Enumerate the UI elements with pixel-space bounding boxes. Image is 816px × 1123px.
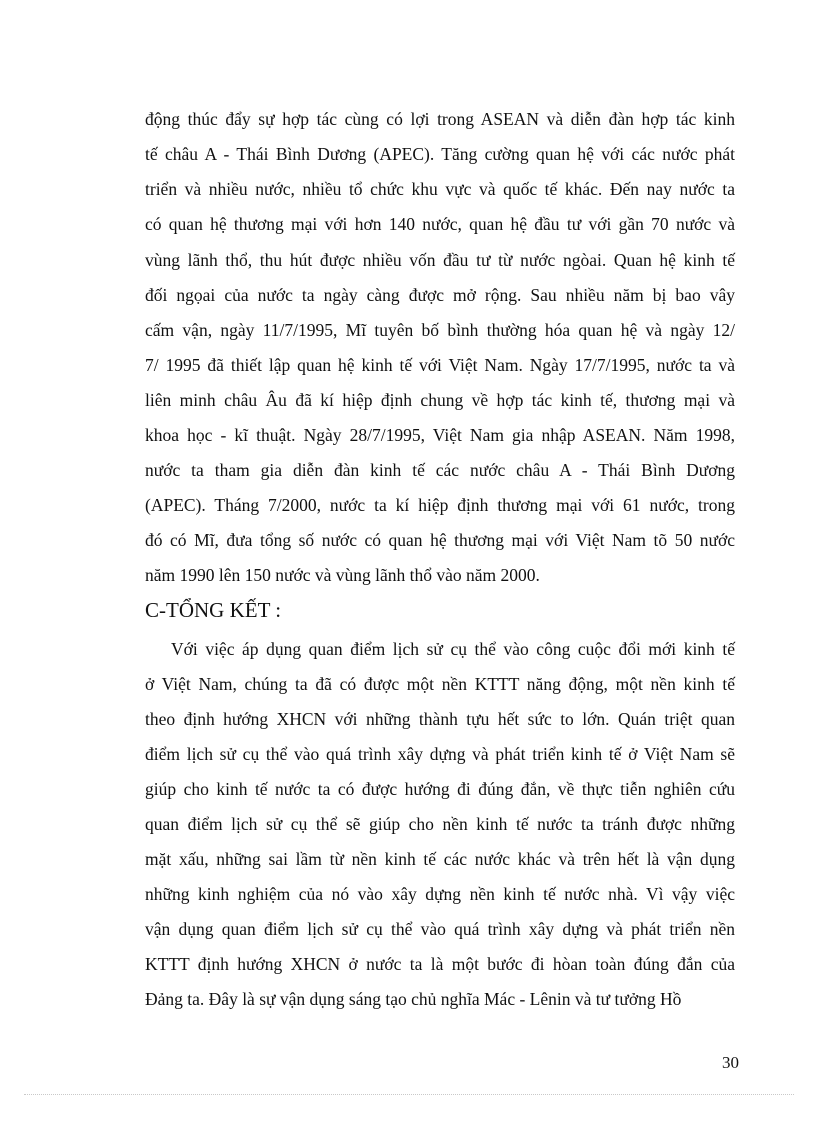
section-heading: C-TỔNG KẾT : bbox=[145, 598, 282, 622]
text-line: Đảng ta. Đây là sự vận dụng sáng tạo chủ nghĩa Mác - Lênin và tư tưởng Hồ bbox=[145, 989, 682, 1009]
text-line: mặt xấu, những sai lầm từ nền kinh tế các nước khác và trên hết là vận dụng bbox=[145, 849, 735, 869]
page-number: 30 bbox=[722, 1053, 739, 1072]
text-line: theo định hướng XHCN với những thành tựu hết sức to lớn. Quán triệt quan bbox=[145, 709, 735, 729]
text-line: năm 1990 lên 150 nước và vùng lãnh thổ vào năm 2000. bbox=[145, 565, 540, 585]
text-line: động thúc đẩy sự hợp tác cùng có lợi trong ASEAN và diễn đàn hợp tác kinh bbox=[145, 109, 735, 129]
text-line: đó có Mĩ, đưa tổng số nước có quan hệ thương mại với Việt Nam tõ 50 nước bbox=[145, 530, 735, 550]
text-line: triển và nhiều nước, nhiều tổ chức khu vực và quốc tế khác. Đến nay nước ta bbox=[145, 179, 735, 199]
text-line: liên minh châu Âu đã kí hiệp định chung về hợp tác kinh tế, thương mại và bbox=[145, 390, 735, 410]
text-line: những kinh nghiệm của nó vào xây dựng nền kinh tế nước nhà. Vì vậy việc bbox=[145, 884, 735, 904]
text-line: Với việc áp dụng quan điểm lịch sử cụ thể vào công cuộc đổi mới kinh tế bbox=[171, 639, 735, 659]
text-line: giúp cho kinh tế nước ta có được hướng đi đúng đắn, về thực tiễn nghiên cứu bbox=[145, 779, 735, 799]
text-line: vùng lãnh thổ, thu hút được nhiều vốn đầu tư từ nước ngòai. Quan hệ kinh tế bbox=[145, 250, 735, 270]
text-line: tế châu A - Thái Bình Dương (APEC). Tăng cường quan hệ với các nước phát bbox=[145, 144, 735, 164]
text-line: 7/ 1995 đã thiết lập quan hệ kinh tế với Việt Nam. Ngày 17/7/1995, nước ta và bbox=[145, 355, 735, 375]
text-line: có quan hệ thương mại với hơn 140 nước, quan hệ đầu tư với gần 70 nước và bbox=[145, 214, 735, 234]
text-line: khoa học - kĩ thuật. Ngày 28/7/1995, Việt Nam gia nhập ASEAN. Năm 1998, bbox=[145, 425, 735, 445]
text-line: ở Việt Nam, chúng ta đã có được một nền KTTT năng động, một nền kinh tế bbox=[145, 674, 735, 694]
text-line: KTTT định hướng XHCN ở nước ta là một bước đi hòan toàn đúng đắn của bbox=[145, 954, 735, 974]
text-line: (APEC). Tháng 7/2000, nước ta kí hiệp định thương mại với 61 nước, trong bbox=[145, 495, 735, 515]
page-bottom-divider bbox=[24, 1094, 794, 1095]
text-line: điểm lịch sử cụ thể vào quá trình xây dựng và phát triển kinh tế ở Việt Nam sẽ bbox=[145, 744, 735, 764]
text-line: vận dụng quan điểm lịch sử cụ thể vào quá trình xây dựng và phát triển nền bbox=[145, 919, 735, 939]
text-line: nước ta tham gia diễn đàn kinh tế các nước châu A - Thái Bình Dương bbox=[145, 460, 735, 480]
text-line: quan điểm lịch sử cụ thể sẽ giúp cho nền kinh tế nước ta tránh được những bbox=[145, 814, 735, 834]
text-line: cấm vận, ngày 11/7/1995, Mĩ tuyên bố bình thường hóa quan hệ và ngày 12/ bbox=[145, 320, 735, 340]
text-line: đối ngọai của nước ta ngày càng được mở rộng. Sau nhiều năm bị bao vây bbox=[145, 285, 735, 305]
